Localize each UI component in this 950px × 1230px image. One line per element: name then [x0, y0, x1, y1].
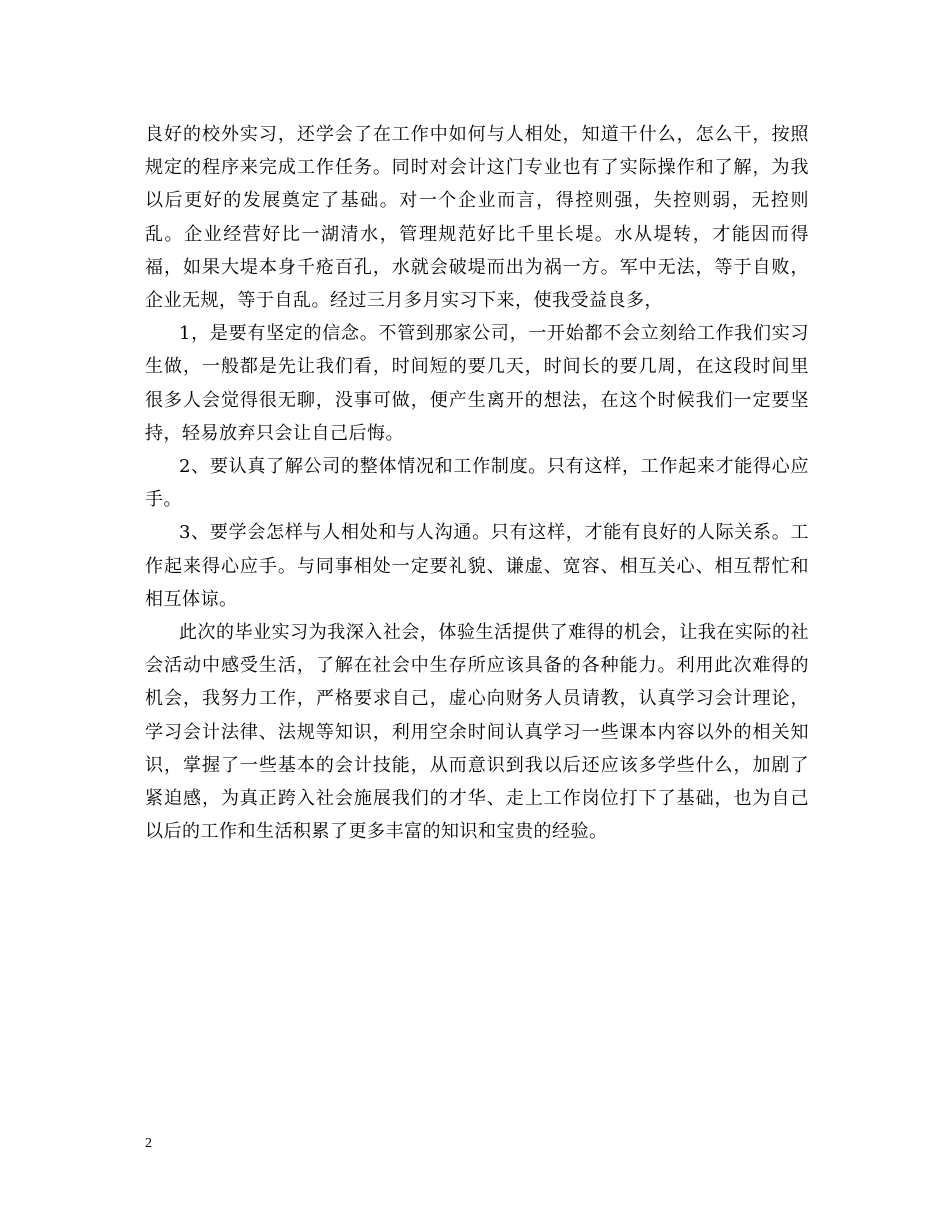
paragraph-point-1: 1，是要有坚定的信念。不管到那家公司，一开始都不会立刻给工作我们实习生做，一般都是先让我们看，时间短的要几天，时间长的要几周，在这段时间里很多人会觉得很无聊，没事可做，便产生离开的想法，在这个时候我们一定要坚持，轻易放弃只会让自己后悔。 — [145, 323, 809, 444]
paragraph-point-2: 2、要认真了解公司的整体情况和工作制度。只有这样，工作起来才能得心应手。 — [145, 456, 809, 511]
paragraph-continuation: 良好的校外实习，还学会了在工作中如何与人相处，知道干什么，怎么干，按照规定的程序来完成工作任务。同时对会计这门专业也有了实际操作和了解，为我以后更好的发展奠定了基础。对一个企业而言，得控则强，失控则弱，无控则乱。企业经营好比一湖清水，管理规范好比千里长堤。水从堤转，才能因而得福，如果大堤本身千疮百孔，水就会破堤而出为祸一方。军中无法，等于自败，企业无规，等于自乱。经过三月多月实习下来，使我受益良多， — [145, 124, 809, 312]
page-number: 2 — [145, 1136, 152, 1151]
paragraph-summary: 此次的毕业实习为我深入社会，体验生活提供了难得的机会，让我在实际的社会活动中感受生活，了解在社会中生存所应该具备的各种能力。利用此次难得的机会，我努力工作，严格要求自己，虚心向财务人员请教，认真学习会计理论，学习会计法律、法规等知识，利用空余时间认真学习一些课本内容以外的相关知识，掌握了一些基本的会计技能，从而意识到我以后还应该多学些什么，加剧了紧迫感，为真正跨入社会施展我们的才华、走上工作岗位打下了基础，也为自己以后的工作和生活积累了更多丰富的知识和宝贵的经验。 — [145, 622, 809, 843]
document-body — [145, 118, 809, 848]
paragraph-point-3: 3、要学会怎样与人相处和与人沟通。只有这样，才能有良好的人际关系。工作起来得心应手。与同事相处一定要礼貌、谦虚、宽容、相互关心、相互帮忙和相互体谅。 — [145, 522, 809, 610]
